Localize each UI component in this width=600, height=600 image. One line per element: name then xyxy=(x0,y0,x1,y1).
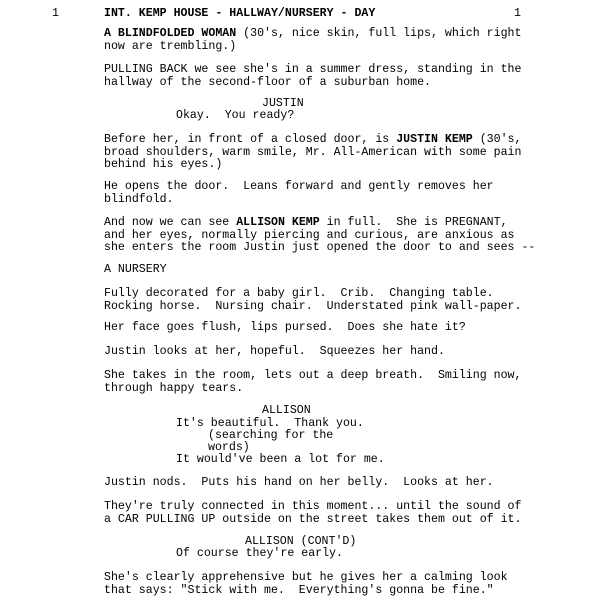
action-text: They're truly connected in this moment... until the sound of xyxy=(104,500,522,513)
action-text: He opens the door. Leans forward and gently removes her xyxy=(104,180,494,193)
action-text: Before her, in front of a closed door, is xyxy=(104,133,397,146)
parenthetical: (searching for the xyxy=(208,429,334,442)
action-paragraph xyxy=(104,346,534,359)
action-text: and her eyes, normally piercing and curious, are anxious as xyxy=(104,228,515,242)
action-text: She's clearly apprehensive but he gives her a calming look xyxy=(104,571,508,584)
action-text: Justin looks at her, hopeful. Squeezes her hand. xyxy=(104,345,445,358)
page-number-left: 1 xyxy=(52,7,59,20)
action-text: in full. She is PREGNANT, xyxy=(319,216,508,229)
character-name: ALLISON (CONT'D) xyxy=(245,535,357,548)
dialogue-line: It would've been a lot for me. xyxy=(176,453,385,466)
action-text: blindfold. xyxy=(104,192,174,206)
action-paragraph xyxy=(104,572,534,597)
action-paragraph xyxy=(104,217,534,255)
character-intro: ALLISON KEMP xyxy=(236,216,320,229)
action-paragraph xyxy=(104,134,534,172)
action-paragraph xyxy=(104,288,534,313)
page-number-right: 1 xyxy=(514,7,521,20)
action-paragraph xyxy=(104,28,534,53)
action-text: A NURSERY xyxy=(104,263,167,276)
dialogue-line: It's beautiful. Thank you. xyxy=(176,417,364,430)
character-intro: A BLINDFOLDED WOMAN xyxy=(104,27,237,40)
action-text: hallway of the second-floor of a suburban home. xyxy=(104,75,431,89)
action-text: that says: "Stick with me. Everything's gonna be fine." xyxy=(104,583,494,597)
action-text: Rocking horse. Nursing chair. Understated pink wall-paper. xyxy=(104,299,522,313)
action-text: Fully decorated for a baby girl. Crib. Changing table. xyxy=(104,287,494,300)
action-text: behind his eyes.) xyxy=(104,158,223,171)
action-text: Her face goes flush, lips pursed. Does she hate it? xyxy=(104,321,466,334)
action-text: a CAR PULLING UP outside on the street takes them out of it. xyxy=(104,512,522,526)
action-text: PULLING BACK we see she's in a summer dress, standing in the xyxy=(104,63,522,76)
parenthetical: words) xyxy=(208,441,250,454)
action-text: Justin nods. Puts his hand on her belly. Looks at her. xyxy=(104,476,494,489)
action-text: And now we can see xyxy=(104,216,237,229)
character-intro: JUSTIN KEMP xyxy=(396,133,473,146)
action-text: She takes in the room, lets out a deep breath. Smiling now, xyxy=(104,369,522,382)
action-paragraph xyxy=(104,264,534,277)
action-text: she enters the room Justin just opened the door to and sees -- xyxy=(104,241,536,254)
dialogue-line: Okay. You ready? xyxy=(176,109,295,122)
action-text: now are trembling.) xyxy=(104,39,237,53)
action-paragraph xyxy=(104,181,534,206)
action-text: broad shoulders, warm smile, Mr. All-American with some pain xyxy=(104,145,522,159)
action-text: through happy tears. xyxy=(104,381,244,395)
action-text: (30's, xyxy=(472,133,522,146)
character-name: JUSTIN xyxy=(262,97,304,110)
action-text: (30's, nice skin, full lips, which right xyxy=(236,27,522,40)
dialogue-line: Of course they're early. xyxy=(176,547,343,560)
action-paragraph xyxy=(104,370,534,395)
action-paragraph xyxy=(104,501,534,526)
action-paragraph xyxy=(104,477,534,490)
action-paragraph xyxy=(104,64,534,89)
action-paragraph xyxy=(104,322,534,335)
scene-heading: INT. KEMP HOUSE - HALLWAY/NURSERY - DAY xyxy=(104,7,376,20)
character-name: ALLISON xyxy=(262,404,311,417)
